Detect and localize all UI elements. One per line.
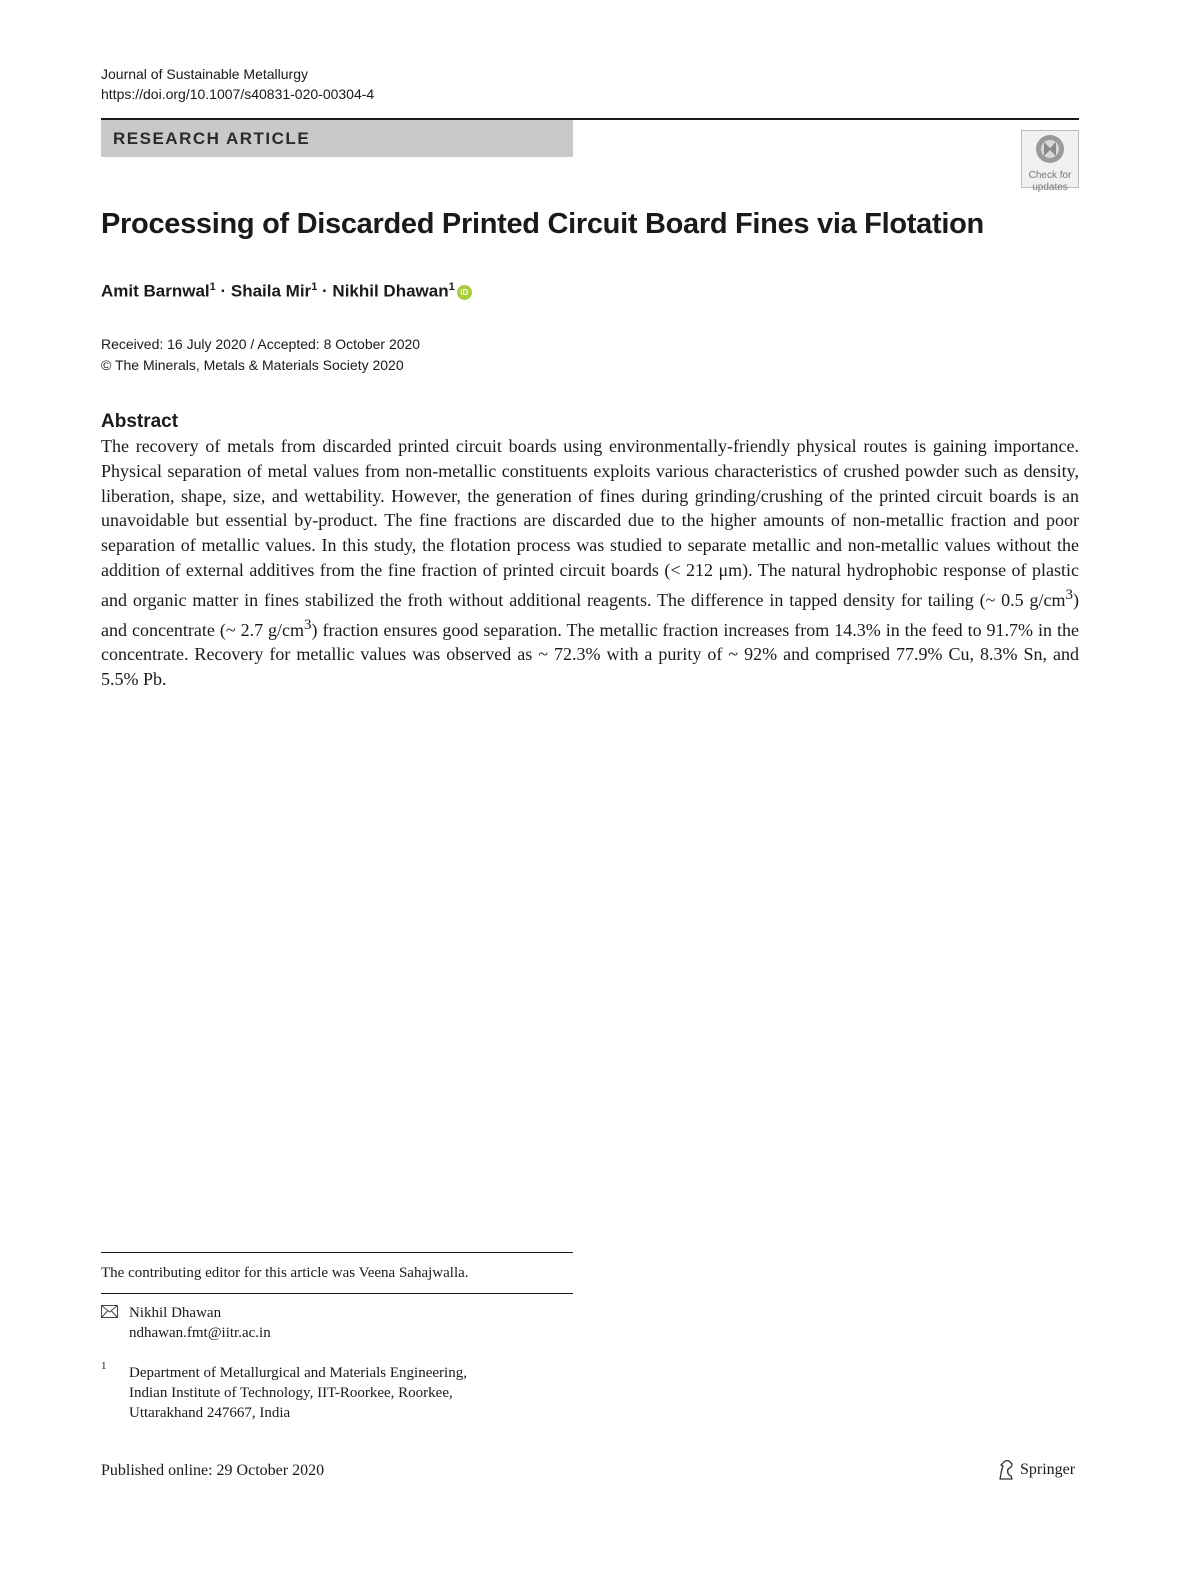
copyright-line: © The Minerals, Metals & Materials Society 2020 bbox=[101, 357, 404, 373]
affiliation-line: Uttarakhand 247667, India bbox=[129, 1405, 291, 1421]
author-separator: · bbox=[215, 281, 231, 301]
article-title: Processing of Discarded Printed Circuit Board Fines via Flotation bbox=[101, 208, 984, 240]
corresponding-email[interactable]: ndhawan.fmt@iitr.ac.in bbox=[129, 1325, 271, 1341]
superscript: 3 bbox=[304, 616, 312, 633]
check-updates-icon bbox=[1035, 134, 1065, 164]
corresponding-author bbox=[129, 1303, 271, 1343]
abstract-text-part: The recovery of metals from discarded printed circuit boards using environmentally-friendly physical routes is gaining importance. Physical separation of metal values from non-metallic constituents exploits various characteristics of crushed powder such as density, liberation, shape, size, and wettability. However, the generation of fines during grinding/crushing of the printed circuit boards is an unavoidable but essential by-product. The fine fractions are discarded due to the higher amounts of non-metallic fraction and poor separation of metallic values. In this study, the flotation process was studied to separate metallic and non-metallic values without the addition of external additives from the fine fraction of printed circuit boards (< 212 μm). The natural hydrophobic response of plastic and organic matter in fines stabilized the froth without additional reagents. The difference in tapped density for tailing (~ 0.5 g/cm bbox=[101, 436, 1079, 610]
journal-name: Journal of Sustainable Metallurgy bbox=[101, 66, 309, 82]
orcid-icon[interactable]: iD bbox=[457, 285, 472, 300]
abstract-body bbox=[101, 434, 1079, 692]
envelope-icon bbox=[101, 1305, 118, 1318]
publisher-name: Springer bbox=[1020, 1461, 1076, 1478]
corresponding-name: Nikhil Dhawan bbox=[129, 1305, 222, 1321]
author-name[interactable]: Shaila Mir bbox=[230, 281, 312, 301]
editor-note: The contributing editor for this article was Veena Sahajwalla. bbox=[101, 1265, 469, 1281]
check-updates-line2: updates bbox=[1032, 182, 1068, 193]
author-separator: · bbox=[317, 281, 333, 301]
article-dates bbox=[101, 334, 420, 376]
affiliation-number: 1 bbox=[101, 1360, 107, 1372]
abstract-heading: Abstract bbox=[101, 411, 179, 432]
check-updates-line1: Check for bbox=[1028, 170, 1072, 181]
author-name[interactable]: Amit Barnwal bbox=[101, 281, 210, 301]
check-for-updates-badge[interactable] bbox=[1021, 130, 1079, 193]
springer-horse-icon bbox=[996, 1459, 1016, 1481]
abstract-text-part: ) fraction ensures good separation. The metallic fraction increases from 14.3% in the feed to 91.7% in the concentrate. Recovery for metallic values was observed as ~ 72.3% with a purity of ~ 92% and comprised 77.9% Cu, 8.3% Sn, and 5.5% Pb. bbox=[101, 619, 1079, 690]
author-affil-mark: 1 bbox=[311, 281, 318, 293]
received-accepted: Received: 16 July 2020 / Accepted: 8 October 2020 bbox=[101, 336, 421, 352]
doi-link[interactable]: https://doi.org/10.1007/s40831-020-00304-4 bbox=[101, 86, 375, 102]
abstract-text-part: ) and concentrate (~ 2.7 g/cm bbox=[101, 589, 1079, 640]
journal-header bbox=[101, 64, 374, 104]
author-affil-mark: 1 bbox=[448, 281, 455, 293]
footnote-divider bbox=[101, 1252, 573, 1253]
publisher-logo[interactable] bbox=[996, 1458, 1075, 1482]
author-affil-mark: 1 bbox=[209, 281, 216, 293]
affiliation bbox=[129, 1363, 559, 1423]
author-list bbox=[101, 274, 472, 305]
footnote-divider bbox=[101, 1293, 573, 1294]
author-name[interactable]: Nikhil Dhawan bbox=[332, 281, 449, 301]
superscript: 3 bbox=[1065, 586, 1073, 603]
affiliation-line: Indian Institute of Technology, IIT-Roorkee, Roorkee, bbox=[129, 1385, 453, 1401]
affiliation-line: Department of Metallurgical and Materials Engineering, bbox=[129, 1365, 467, 1381]
article-type-banner: RESEARCH ARTICLE bbox=[101, 120, 573, 157]
published-online: Published online: 29 October 2020 bbox=[101, 1462, 325, 1479]
